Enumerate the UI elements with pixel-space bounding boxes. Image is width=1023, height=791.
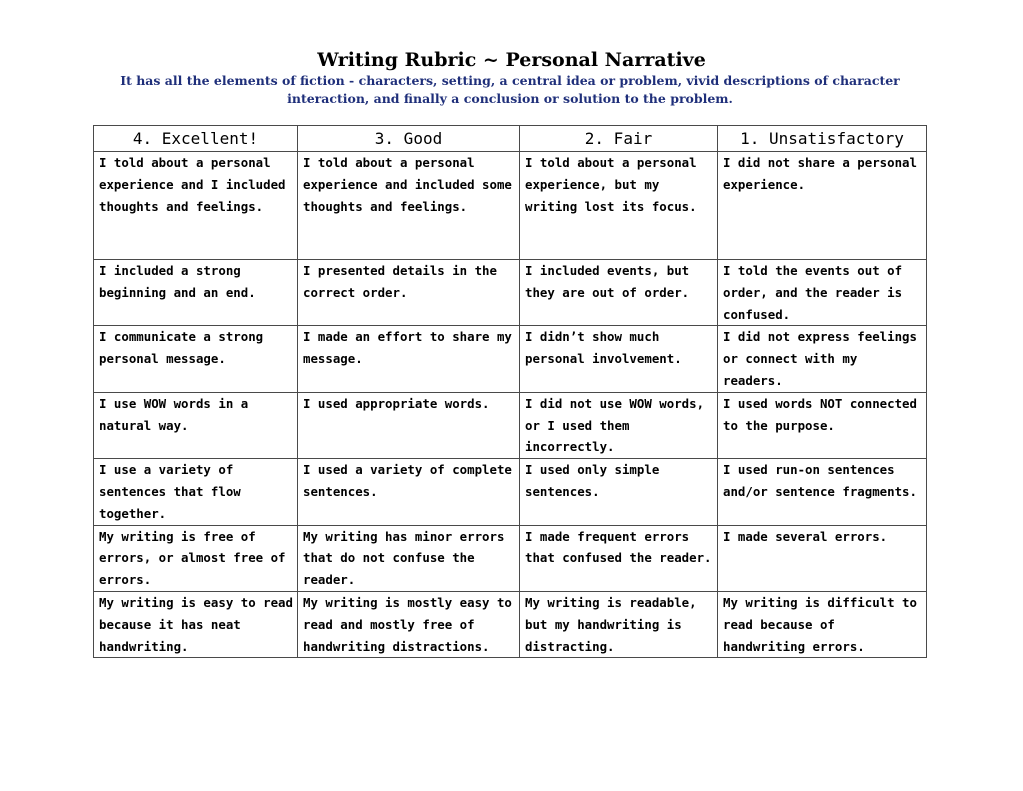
table-cell: I told the events out of order, and the reader is confused. <box>718 260 927 326</box>
table-cell: I told about a personal experience and I included thoughts and feelings. <box>94 152 298 260</box>
table-cell: I presented details in the correct order. <box>298 260 520 326</box>
header-row <box>94 126 927 152</box>
table-cell: I made an effort to share my message. <box>298 326 520 392</box>
header-unsatisfactory: 1. Unsatisfactory <box>718 126 927 152</box>
table-cell: My writing is readable, but my handwriting is distracting. <box>520 591 718 657</box>
table-cell: I made frequent errors that confused the reader. <box>520 525 718 591</box>
table-row <box>94 459 927 525</box>
table-cell: I didn’t show much personal involvement. <box>520 326 718 392</box>
table-row <box>94 326 927 392</box>
page-title: Writing Rubric ~ Personal Narrative <box>317 49 706 71</box>
table-row <box>94 260 927 326</box>
page-subtitle: It has all the elements of fiction - characters, setting, a central idea or problem, vivid descriptions of character interaction, and finally a conclusion or solution to the problem. <box>120 73 900 106</box>
header-excellent: 4. Excellent! <box>94 126 298 152</box>
rubric-table <box>93 125 927 658</box>
table-cell: I used a variety of complete sentences. <box>298 459 520 525</box>
table-cell: I did not use WOW words, or I used them incorrectly. <box>520 392 718 458</box>
table-cell: I used run-on sentences and/or sentence fragments. <box>718 459 927 525</box>
table-cell: I used appropriate words. <box>298 392 520 458</box>
table-cell: My writing has minor errors that do not confuse the reader. <box>298 525 520 591</box>
table-row <box>94 591 927 657</box>
table-cell: I included events, but they are out of order. <box>520 260 718 326</box>
table-cell: I used words NOT connected to the purpose. <box>718 392 927 458</box>
table-row <box>94 152 927 260</box>
table-row <box>94 525 927 591</box>
header-good: 3. Good <box>298 126 520 152</box>
table-cell: I told about a personal experience, but my writing lost its focus. <box>520 152 718 260</box>
table-cell: I made several errors. <box>718 525 927 591</box>
table-cell: I did not express feelings or connect with my readers. <box>718 326 927 392</box>
table-cell: My writing is difficult to read because of handwriting errors. <box>718 591 927 657</box>
table-cell: I included a strong beginning and an end. <box>94 260 298 326</box>
table-row <box>94 392 927 458</box>
table-cell: I used only simple sentences. <box>520 459 718 525</box>
table-cell: I use a variety of sentences that flow together. <box>94 459 298 525</box>
table-cell: I did not share a personal experience. <box>718 152 927 260</box>
table-cell: My writing is mostly easy to read and mostly free of handwriting distractions. <box>298 591 520 657</box>
table-cell: I told about a personal experience and included some thoughts and feelings. <box>298 152 520 260</box>
table-cell: I use WOW words in a natural way. <box>94 392 298 458</box>
table-cell: My writing is free of errors, or almost free of errors. <box>94 525 298 591</box>
header-fair: 2. Fair <box>520 126 718 152</box>
table-cell: My writing is easy to read because it has neat handwriting. <box>94 591 298 657</box>
table-cell: I communicate a strong personal message. <box>94 326 298 392</box>
